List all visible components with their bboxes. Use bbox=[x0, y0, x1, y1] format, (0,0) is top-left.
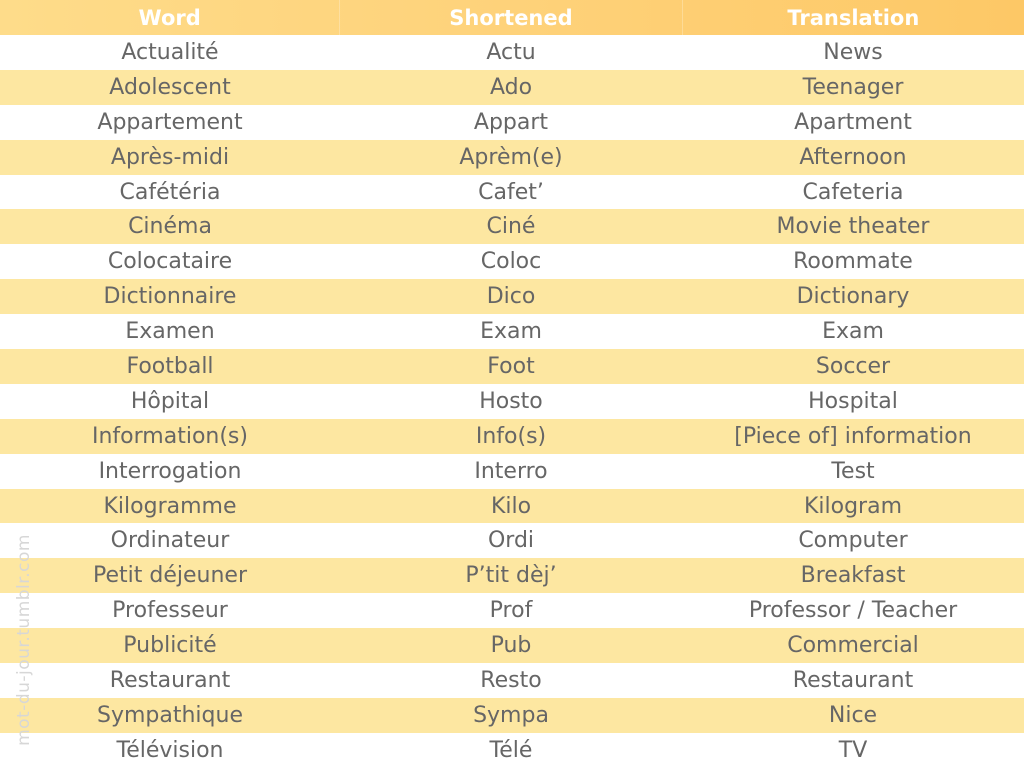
table-row bbox=[0, 454, 1024, 489]
word-cell: Football bbox=[126, 353, 214, 379]
header-shortened: Shortened bbox=[339, 0, 681, 35]
translation-cell: Professor / Teacher bbox=[748, 598, 958, 624]
shortened-cell: Resto bbox=[480, 667, 542, 693]
shortened-cell: Dico bbox=[486, 284, 536, 310]
shortened-cell: Pub bbox=[490, 633, 532, 659]
word-cell: Interrogation bbox=[98, 458, 242, 484]
table-row bbox=[0, 244, 1024, 279]
shortened-cell: Appart bbox=[473, 109, 549, 135]
shortened-cell: Sympa bbox=[473, 702, 549, 728]
word-cell: Cafétéria bbox=[119, 179, 221, 205]
word-cell: Information(s) bbox=[92, 423, 248, 449]
shortened-cell: P’tit dèj’ bbox=[465, 563, 557, 589]
translation-cell: News bbox=[823, 39, 883, 65]
word-cell: Publicité bbox=[123, 633, 217, 659]
table-row bbox=[0, 140, 1024, 175]
word-cell: Restaurant bbox=[109, 667, 231, 693]
word-cell: Télévision bbox=[116, 737, 224, 763]
watermark: mot-du-jour.tumblr.com bbox=[14, 534, 34, 746]
table-row bbox=[0, 698, 1024, 733]
table-header bbox=[0, 0, 1024, 35]
translation-cell: Test bbox=[831, 458, 875, 484]
shortened-cell: Prof bbox=[489, 598, 533, 624]
translation-cell: Kilogram bbox=[803, 493, 903, 519]
header-translation: Translation bbox=[682, 0, 1024, 35]
shortened-cell: Télé bbox=[489, 737, 533, 763]
translation-cell: Dictionary bbox=[796, 284, 910, 310]
translation-cell: Computer bbox=[798, 528, 908, 554]
translation-cell: Hospital bbox=[808, 388, 898, 414]
translation-cell: Apartment bbox=[794, 109, 912, 135]
shortened-cell: Exam bbox=[480, 319, 542, 345]
translation-cell: TV bbox=[838, 737, 868, 763]
table-body bbox=[0, 35, 1024, 768]
shortened-cell: Ado bbox=[489, 74, 533, 100]
shortened-cell: Actu bbox=[486, 39, 536, 65]
table-row bbox=[0, 175, 1024, 210]
translation-cell: [Piece of] information bbox=[734, 423, 972, 449]
word-cell: Dictionnaire bbox=[103, 284, 237, 310]
translation-cell: Soccer bbox=[815, 353, 891, 379]
shortened-cell: Cafet’ bbox=[478, 179, 544, 205]
table-row bbox=[0, 523, 1024, 558]
table-row bbox=[0, 105, 1024, 140]
translation-cell: Nice bbox=[828, 702, 878, 728]
table-row bbox=[0, 279, 1024, 314]
word-cell: Actualité bbox=[121, 39, 219, 65]
header-word: Word bbox=[138, 5, 201, 30]
translation-cell: Commercial bbox=[787, 633, 919, 659]
shortened-cell: Interro bbox=[474, 458, 548, 484]
word-cell: Sympathique bbox=[97, 702, 243, 728]
word-cell: Petit déjeuner bbox=[93, 563, 247, 589]
word-cell: Après-midi bbox=[110, 144, 230, 170]
word-cell: Colocataire bbox=[107, 249, 233, 275]
word-cell: Examen bbox=[125, 319, 215, 345]
word-cell: Ordinateur bbox=[110, 528, 230, 554]
table-row bbox=[0, 419, 1024, 454]
translation-cell: Breakfast bbox=[800, 563, 906, 589]
table-row bbox=[0, 35, 1024, 70]
word-cell: Appartement bbox=[97, 109, 243, 135]
shortened-cell: Kilo bbox=[490, 493, 532, 519]
table-row bbox=[0, 384, 1024, 419]
shortened-cell: Coloc bbox=[480, 249, 542, 275]
word-cell: Kilogramme bbox=[103, 493, 237, 519]
shortened-cell: Hosto bbox=[479, 388, 543, 414]
shortened-cell: Ciné bbox=[486, 214, 536, 240]
table-row bbox=[0, 593, 1024, 628]
table-row bbox=[0, 314, 1024, 349]
translation-cell: Exam bbox=[822, 319, 884, 345]
table-row bbox=[0, 733, 1024, 768]
translation-cell: Afternoon bbox=[799, 144, 907, 170]
table-row bbox=[0, 663, 1024, 698]
table-row bbox=[0, 209, 1024, 244]
shortened-cell: Aprèm(e) bbox=[459, 144, 563, 170]
table-row bbox=[0, 558, 1024, 593]
translation-cell: Roommate bbox=[793, 249, 913, 275]
shortened-cell: Info(s) bbox=[475, 423, 547, 449]
word-cell: Professeur bbox=[112, 598, 228, 624]
table-row bbox=[0, 349, 1024, 384]
shortened-cell: Foot bbox=[487, 353, 535, 379]
translation-cell: Cafeteria bbox=[802, 179, 904, 205]
translation-cell: Movie theater bbox=[776, 214, 930, 240]
word-cell: Cinéma bbox=[128, 214, 212, 240]
table-row bbox=[0, 489, 1024, 524]
table-row bbox=[0, 628, 1024, 663]
shortened-cell: Ordi bbox=[487, 528, 535, 554]
translation-cell: Restaurant bbox=[792, 667, 914, 693]
table-row bbox=[0, 70, 1024, 105]
translation-cell: Teenager bbox=[802, 74, 904, 100]
word-cell: Adolescent bbox=[109, 74, 231, 100]
word-cell: Hôpital bbox=[130, 388, 210, 414]
